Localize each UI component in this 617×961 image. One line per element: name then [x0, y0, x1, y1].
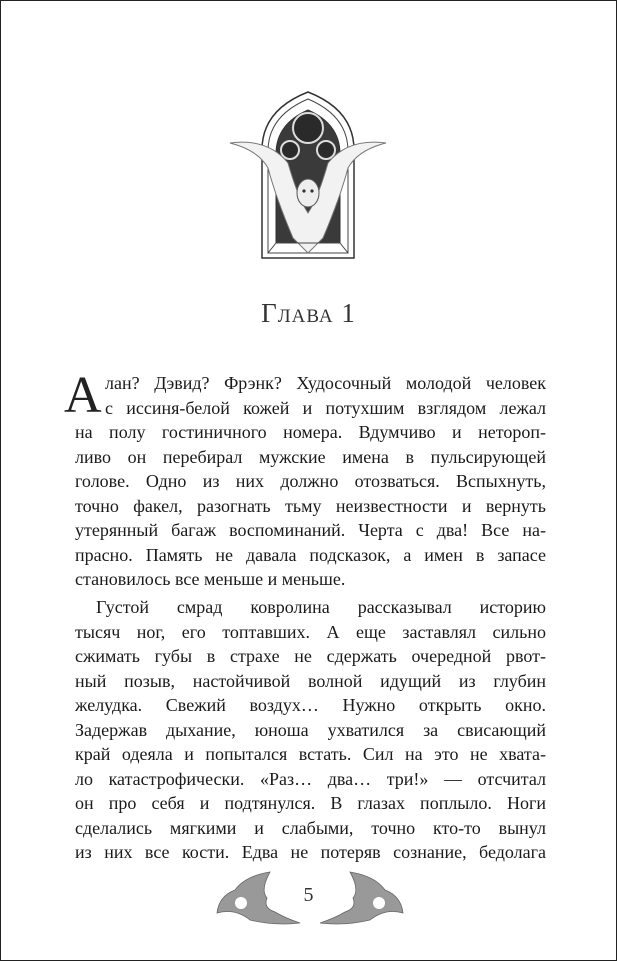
- text-line: сжимать губы в страхе не сдержать очередной рвот-: [75, 646, 546, 666]
- text-line: сделались мягкими и слабыми, точно кто-то вынул: [75, 817, 546, 838]
- text-line: утерянный багаж воспоминаний. Черта с два! Все на-: [75, 520, 546, 540]
- chapter-title: Глава 1: [261, 298, 356, 328]
- text-line: ло катастрофически. «Раз… два… три!» — отсчитал: [75, 768, 546, 789]
- text-line: лан? Дэвид? Фрэнк? Худосочный молодой человек: [105, 373, 546, 393]
- text-line: край одеяла и попытался встать. Сил на это не хвата-: [75, 744, 546, 764]
- text-line: голове. Одно из них должно отозваться. Вспыхнуть,: [75, 471, 546, 491]
- paragraph-2: [75, 595, 546, 865]
- text-line: ный позыв, настойчивой волной идущий из глубин: [75, 670, 546, 691]
- text-line: тысяч ног, его топтавших. А еще заставлял сильно: [75, 621, 546, 642]
- text-line: он про себя и подтянулся. В глазах поплыло. Ноги: [75, 793, 546, 813]
- text-line: Задержав дыхание, юноша ухватился за свисающий: [75, 719, 546, 740]
- gothic-window-bat-illustration: [228, 88, 388, 263]
- paragraph-1: [75, 371, 546, 592]
- text-line: точно факел, разогнать тьму неизвестности и вернуть: [75, 495, 546, 516]
- text-line: с иссиня-белой кожей и потухшим взглядом лежал: [105, 397, 546, 418]
- text-line: Густой смрад ковролина рассказывал историю: [96, 597, 546, 617]
- text-line: становилось все меньше и меньше.: [75, 569, 346, 589]
- page-number: 5: [303, 884, 314, 906]
- text-line: прасно. Память не давала подсказок, а имен в запасе: [75, 544, 546, 565]
- text-line: ливо он перебирал мужские имена в пульсирующей: [75, 446, 546, 467]
- text-line: из них все кости. Едва не потеряв сознание, бедолага: [75, 842, 546, 862]
- text-line: на полу гостиничного номера. Вдумчиво и нетороп-: [75, 422, 546, 442]
- drop-cap: А: [64, 372, 102, 420]
- text-line: желудка. Свежий воздух… Нужно открыть окно.: [75, 695, 546, 715]
